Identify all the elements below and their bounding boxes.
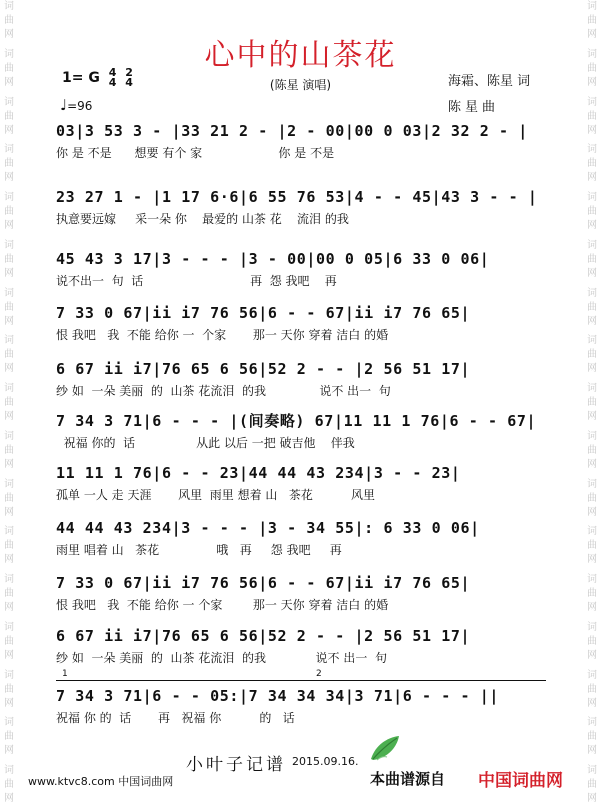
score-system: [56, 517, 546, 559]
key-signature: [62, 68, 133, 88]
notation-line: 6 67 ii i7|76 65 6 56|52 2 - - |2 56 51 17|: [56, 627, 471, 645]
site-url[interactable]: www.ktvc8.com 中国词曲网: [28, 775, 174, 788]
score-system: [56, 302, 546, 344]
score-system: [56, 120, 546, 162]
score-system: [56, 625, 546, 667]
time-signature-2: 2 4: [125, 66, 133, 89]
transcription-date: 2015.09.16.: [292, 755, 359, 768]
lyrics-line: 孤单 一人 走 天涯 风里 雨里 想着 山 茶花 风里: [56, 488, 375, 502]
lyrics-line: 纱 如 一朵 美丽 的 山茶 花流泪 的我 说不 出一 句: [56, 384, 391, 398]
lyricist-credit: 海霜、陈星 词: [448, 74, 531, 89]
lyrics-line: 说不出一 句 话 再 怨 我吧 再: [56, 274, 337, 288]
volta-brackets: [56, 669, 546, 689]
lyrics-line: 祝福 你的 话 从此 以后 一把 破吉他 伴我: [56, 436, 355, 450]
volta-second: 2: [316, 669, 322, 679]
tempo-value: =96: [67, 99, 93, 113]
notation-line: 7 34 3 71|6 - - - |(间奏略) 67|11 11 1 76|6 - - 67|: [56, 412, 537, 430]
notation-line: 7 33 0 67|ii i7 76 56|6 - - 67|ii i7 76 65|: [56, 574, 471, 592]
lyrics-line: 你 是 不是 想要 有个 家 你 是 不是: [56, 146, 335, 160]
lyrics-line: 恨 我吧 我 不能 给你 一 个家 那一 天你 穿着 洁白 的婚: [56, 598, 389, 612]
lyrics-line: 执意要远嫁 采一朵 你 最爱的 山茶 花 流泪 的我: [56, 212, 349, 226]
brand-name[interactable]: 中国词曲网: [478, 771, 563, 791]
source-label: 本曲谱源自: [370, 770, 446, 788]
score-system: [56, 410, 546, 452]
lyrics-line: 恨 我吧 我 不能 给你 一 个家 那一 天你 穿着 洁白 的婚: [56, 328, 389, 342]
notation-line: 03|3 53 3 - |33 21 2 - |2 - 00|00 0 03|2 32 2 - |: [56, 122, 528, 140]
lyrics-line: 纱 如 一朵 美丽 的 山茶 花流泪 的我 说不 出一 句: [56, 651, 387, 665]
lyrics-line: 雨里 唱着 山 茶花 哦 再 怨 我吧 再: [56, 543, 342, 557]
composer-credit: 陈星曲: [448, 100, 500, 115]
score-system: [56, 358, 546, 400]
notation-line: 7 34 3 71|6 - - 05:|7 34 34 34|3 71|6 - - - ||: [56, 687, 500, 705]
singer-credit: (陈星 演唱): [269, 78, 332, 92]
quarter-note-icon: ♩: [60, 96, 68, 114]
key-label: 1= G: [62, 70, 100, 86]
notation-line: 44 44 43 234|3 - - - |3 - 34 55|: 6 33 0 06|: [56, 519, 480, 537]
score-system: [56, 685, 546, 727]
transcriber-signature: 小叶子记谱: [186, 755, 286, 775]
song-title: 心中的山茶花: [204, 38, 397, 73]
lyrics-line: 祝福 你 的 话 再 祝福 你 的 话: [56, 711, 295, 725]
tempo-marking: [60, 96, 92, 114]
score-system: [56, 186, 546, 228]
notation-line: 11 11 1 76|6 - - 23|44 44 43 234|3 - - 23|: [56, 464, 461, 482]
volta-first: 1: [62, 669, 68, 679]
score-system: [56, 248, 546, 290]
score-system: [56, 462, 546, 504]
notation-line: 6 67 ii i7|76 65 6 56|52 2 - - |2 56 51 17|: [56, 360, 471, 378]
notation-line: 45 43 3 17|3 - - - |3 - 00|00 0 05|6 33 0 06|: [56, 250, 490, 268]
time-signature-1: 4 4: [108, 66, 117, 89]
leaf-icon: [368, 733, 402, 763]
notation-line: 7 33 0 67|ii i7 76 56|6 - - 67|ii i7 76 65|: [56, 304, 471, 322]
notation-line: 23 27 1 - |1 17 6·6|6 55 76 53|4 - - 45|43 3 - - |: [56, 188, 538, 206]
score-system: [56, 572, 546, 614]
watermark-right: 词 曲 网 词 曲 网 词 曲 网 词 曲 网 词 曲 网 词 曲 网 词 曲 网 词 曲 网 词 曲 网 词 曲 网 词 曲 网 词 曲 网 词 曲 网 词 曲 网 词 曲 网 词 曲 网 词 曲 网: [587, 1, 597, 805]
watermark-left: 词 曲 网 词 曲 网 词 曲 网 词 曲 网 词 曲 网 词 曲 网 词 曲 网 词 曲 网 词 曲 网 词 曲 网 词 曲 网 词 曲 网 词 曲 网 词 曲 网 词 曲 网 词 曲 网 词 曲 网: [4, 1, 14, 805]
